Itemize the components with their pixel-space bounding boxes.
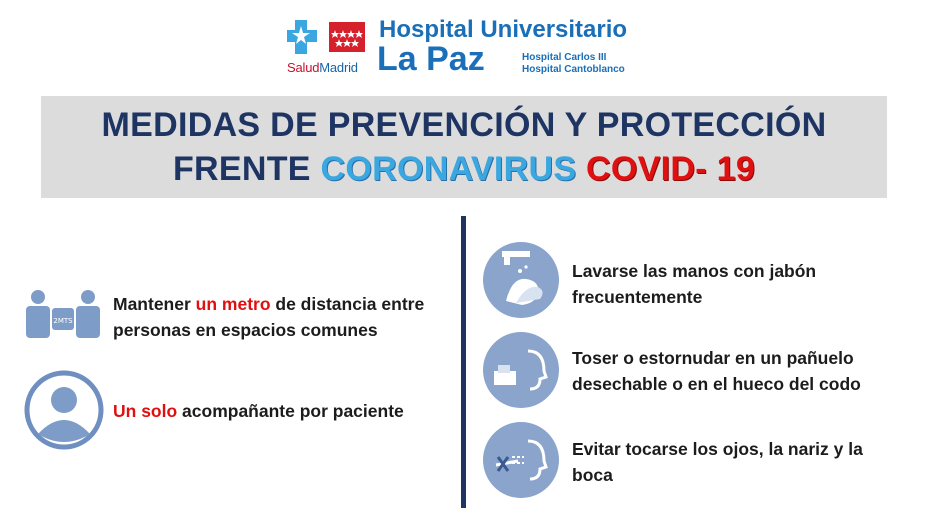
title-covid: COVID- 19 bbox=[576, 150, 756, 188]
hospital-logo bbox=[287, 16, 647, 78]
sub-hospital-2: Hospital Cantoblanco bbox=[522, 64, 625, 75]
item-companion-text: Un solo acompañante por paciente bbox=[113, 401, 404, 421]
hand-washing-icon bbox=[482, 241, 560, 319]
no-touch-face-icon bbox=[482, 421, 560, 499]
title-line2: FRENTE CORONAVIRUS COVID- 19 bbox=[172, 150, 756, 188]
item-handwash-text: Lavarse las manos con jabón frecuentemente bbox=[572, 261, 817, 307]
sub-hospital-1: Hospital Carlos III bbox=[522, 52, 607, 63]
distance-people-icon bbox=[24, 288, 102, 340]
item-face-text: Evitar tocarse los ojos, la nariz y la boca bbox=[572, 439, 863, 485]
brand-salud-madrid: SaludMadrid bbox=[287, 60, 358, 75]
tissue-sneeze-icon bbox=[482, 331, 560, 409]
title-line1: MEDIDAS DE PREVENCIÓN Y PROTECCIÓN bbox=[101, 106, 827, 144]
salud-madrid-logo-icon bbox=[287, 20, 365, 60]
item-cough-text: Toser o estornudar en un pañuelo desechable o en el hueco del codo bbox=[572, 348, 861, 394]
hospital-name-line1: Hospital Universitario bbox=[379, 16, 628, 43]
person-avatar-icon bbox=[24, 370, 104, 450]
item-distance-text: Mantener un metro de distancia entre personas en espacios comunes bbox=[113, 294, 425, 340]
title-coronavirus: CORONAVIRUS bbox=[320, 150, 577, 188]
column-divider bbox=[461, 216, 466, 508]
svg-text:2MTS: 2MTS bbox=[53, 317, 73, 325]
hospital-name-line2: La Paz bbox=[377, 40, 485, 78]
title-banner bbox=[41, 96, 887, 198]
